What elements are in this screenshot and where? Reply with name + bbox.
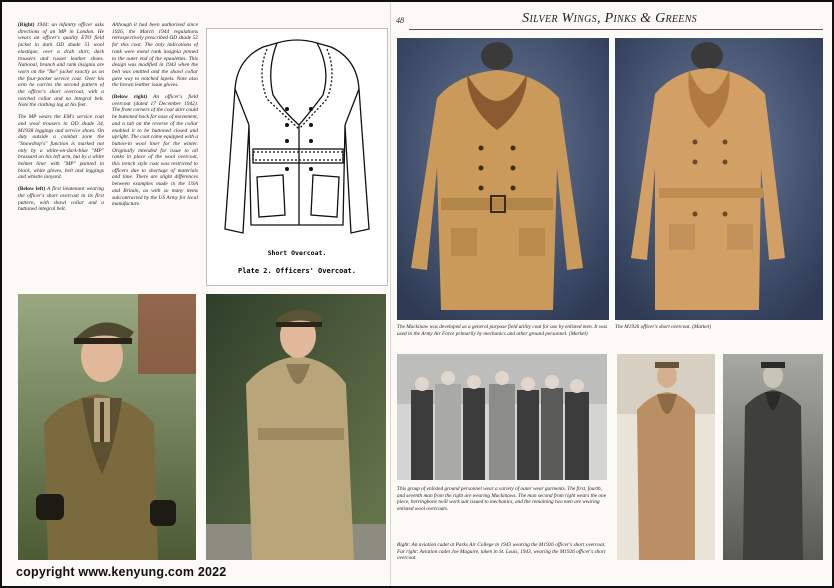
paragraph-text: A first lieutenant wearing the officer's short overcoat in its first pattern, with shawl collar and a buttoned integral belt. xyxy=(18,186,104,213)
paragraph-label: (Below right) xyxy=(112,94,148,101)
paragraph xyxy=(112,94,198,208)
paragraph-text: The MP wears the EM's service coat and wool trousers in OD shade 34, M1938 leggings and service shoes. On duty outside a combat zone the "Snowdrop's" function is marked not only by a white-on-dark-blue "MP" brassard on his left arm, but by a white helmet liner with "MP" painted in black, white gloves, belt and leggings and whistle lanyard. xyxy=(18,114,104,181)
photo-cadet-parks-air-college xyxy=(617,354,715,560)
photo-first-lieutenant-short-overcoat xyxy=(18,294,196,560)
photo-svg xyxy=(206,294,386,560)
paragraph-label: (Right) xyxy=(18,22,35,28)
text-column-1 xyxy=(18,22,104,282)
paragraph xyxy=(112,22,198,89)
photo-enlisted-group xyxy=(397,354,607,480)
photo-svg xyxy=(723,354,823,560)
paragraph-text: An officer's field overcoat (dated 17 December 1942). The front corners of the coat skirt could be buttoned back for ease of movement, and a tab on the reverse of the collar enabled it to be buttoned closed and upright. The coat came equipped with a button-in wool liner for the winter. Originally intended for issue to all ranks in place of the wool overcoat, this trench style coat was restricted to officers due to shortage of materials and time. There are slight differences between examples made in the USA and Britain, as with so many items subcontracted by the US Army for local manufacture. xyxy=(112,94,198,208)
photo-mackinaw-coat xyxy=(397,38,609,320)
paragraph-label: (Below left) xyxy=(18,186,46,193)
drawing-caption-plate: Plate 2. Officers' Overcoat. xyxy=(237,267,357,275)
caption-mackinaw: The Mackinaw was developed as a general purpose field utility coat for use by enlisted men. It was used in the Army Air Force primarily by mechanics and other ground personnel. (Markel) xyxy=(397,324,608,337)
caption-cadets: Right: An aviation cadet at Parks Air College in 1943 wearing the M1926 officer's short overcoat. Far right: Aviation cadet Joe Maguire, taken in St. Louis, 1943, wearing the M1926 officer's short overcoat. xyxy=(397,542,606,562)
header-rule xyxy=(409,29,823,30)
paragraph-text: 1944: an infantry officer asks directions of an MP in London. He wears an officer's quality ETO field jacket in dark OD shade 51 wool elastique, over a drab shirt, dark trousers and russet leather shoes. National, branch and rank insignia are worn on the "Ike" jacket exactly as on the four-pocket service coat. Over his arm he carries the second pattern of the officer's short overcoat, with a notched collar and no integral belt. Note the clothing tag at his feet. xyxy=(18,22,104,109)
photo-svg xyxy=(397,354,607,480)
left-page xyxy=(2,2,390,586)
drawing-caption-short-overcoat: Short Overcoat. xyxy=(267,249,327,257)
page-number: 48 xyxy=(396,16,404,25)
copyright-watermark: copyright www.kenyung.com 2022 xyxy=(16,565,227,579)
photo-svg xyxy=(397,38,609,320)
paragraph xyxy=(18,186,104,213)
overcoat-plate-drawing xyxy=(206,28,388,286)
photo-svg xyxy=(18,294,196,560)
photo-cadet-joe-maguire xyxy=(723,354,823,560)
caption-m1926: The M1926 officer's short overcoat. (Markel) xyxy=(615,324,711,330)
text-column-2 xyxy=(112,22,198,282)
paragraph xyxy=(18,114,104,181)
paragraph xyxy=(18,22,104,109)
running-head: Silver Wings, Pinks & Greens xyxy=(522,11,697,26)
right-page xyxy=(390,2,833,586)
photo-svg xyxy=(615,38,823,320)
overcoat-drawing-svg xyxy=(207,29,387,285)
photo-m1926-overcoat xyxy=(615,38,823,320)
photo-svg xyxy=(617,354,715,560)
photo-officer-field-overcoat xyxy=(206,294,386,560)
caption-group: This group of enlisted ground personnel wear a variety of outer wear garments. The first, fourth, and seventh man from the right are wearing Mackinaws. The man second from right wears the one piece, herringbone twill work suit issued to mechanics, and the remaining two men are wearing enlisted wool overcoats. xyxy=(397,486,607,512)
paragraph-text: Although it had been authorised since 1926, the March 1944 regulations retrospectively prescribed OD shade 52 for this coat. The only indications of rank were metal rank insignia pinned to the outer end of the epaulettes. This design was modified in 1943 when the belt was omitted and the shawl collar gave way to notched lapels. Note also the brown leather issue gloves. xyxy=(112,22,198,89)
